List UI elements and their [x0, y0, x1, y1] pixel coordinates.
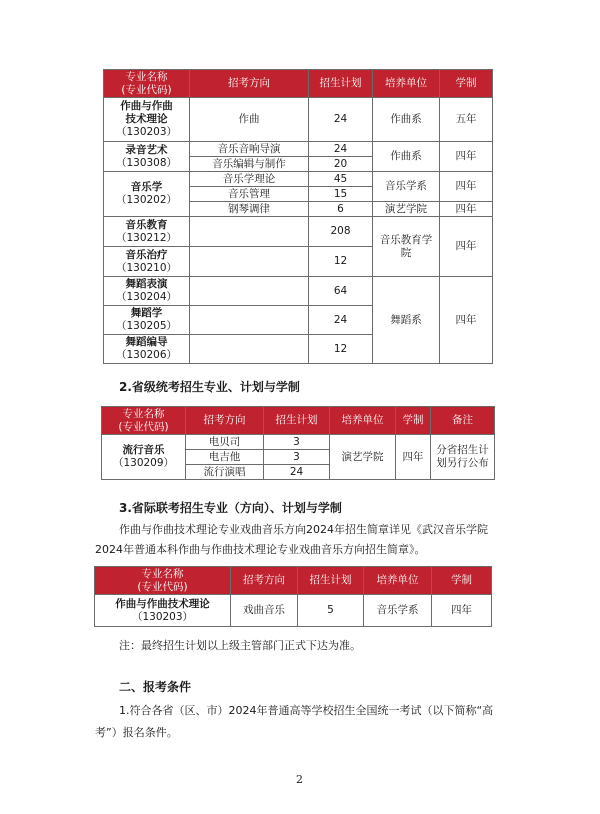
major-name: 舞蹈表演 [125, 278, 168, 290]
years-cell: 四年 [440, 217, 493, 277]
direction-cell: 音乐学理论 [190, 172, 309, 187]
note-cell: 分省招生计 划另行公布 [431, 435, 495, 480]
header-unit: 培养单位 [364, 567, 432, 595]
major-code: （130202） [115, 194, 178, 206]
unit-cell: 演艺学院 [330, 435, 396, 480]
plan-cell: 45 [309, 172, 373, 187]
plan-cell: 64 [309, 277, 373, 306]
table-row [102, 435, 495, 450]
section-3-title: 3.省际联考招生专业（方向）、计划与学制 [119, 501, 342, 515]
years-cell: 四年 [440, 277, 493, 364]
table-row [104, 217, 493, 247]
plan-cell: 24 [264, 465, 330, 480]
plan-cell: 24 [309, 142, 373, 157]
header-major: 专业名称 (专业代码) [102, 407, 186, 435]
unit-cell: 舞蹈系 [373, 277, 440, 364]
direction-cell [190, 247, 309, 277]
plan-cell: 12 [309, 335, 373, 364]
table-undergrad-majors [103, 69, 493, 364]
table-header-row [104, 70, 493, 98]
years-cell: 四年 [432, 595, 492, 627]
table-row [104, 98, 493, 142]
major-cell [102, 435, 186, 480]
plan-cell: 5 [298, 595, 364, 627]
plan-cell: 20 [309, 157, 373, 172]
section-2-title: 2.省级统考招生专业、计划与学制 [119, 380, 300, 394]
header-plan: 招生计划 [298, 567, 364, 595]
major-code: （130206） [115, 349, 178, 361]
plan-cell: 6 [309, 202, 373, 217]
direction-cell: 音乐管理 [190, 187, 309, 202]
major-name: 舞蹈编导 [125, 336, 168, 348]
header-unit: 培养单位 [373, 70, 440, 98]
section-heading-conditions: 二、报考条件 [119, 680, 192, 694]
direction-cell: 音乐编辑与制作 [190, 157, 309, 172]
direction-cell [190, 217, 309, 247]
note-paragraph: 注：最终招生计划以上级主管部门正式下达为准。 [119, 639, 361, 652]
major-name: 流行音乐 [122, 444, 165, 456]
header-major: 专业名称 (专业代码) [95, 567, 231, 595]
direction-cell: 作曲 [190, 98, 309, 142]
header-unit: 培养单位 [330, 407, 396, 435]
major-code: （130308） [115, 156, 178, 169]
major-cell [104, 277, 190, 306]
major-code: （130203） [131, 610, 194, 623]
header-years: 学制 [432, 567, 492, 595]
major-cell [104, 172, 190, 217]
plan-cell: 12 [309, 247, 373, 277]
header-years: 学制 [396, 407, 431, 435]
direction-cell [190, 335, 309, 364]
major-name: 舞蹈学 [130, 307, 163, 319]
major-code: （130210） [115, 261, 178, 274]
major-name: 音乐学 [130, 181, 163, 193]
unit-cell: 作曲系 [373, 142, 440, 172]
unit-cell: 音乐学系 [364, 595, 432, 627]
major-cell [104, 247, 190, 277]
condition-paragraph: 1.符合各省（区、市）2024年普通高等学校招生全国统一考试（以下简称“高考”）报名条件。 [95, 704, 494, 739]
major-code: （130203） [115, 126, 178, 138]
major-name: 作曲与作曲 技术理论 [120, 100, 173, 125]
plan-cell: 208 [309, 217, 373, 247]
major-name: 音乐教育 [125, 218, 168, 231]
header-years: 学制 [440, 70, 493, 98]
direction-cell: 电贝司 [186, 435, 264, 450]
major-code: （130204） [115, 291, 178, 303]
major-name: 音乐治疗 [125, 248, 168, 261]
table-header-row [102, 407, 495, 435]
years-cell: 四年 [440, 202, 493, 217]
header-plan: 招生计划 [309, 70, 373, 98]
major-code: （130209） [112, 457, 175, 469]
table-row [104, 142, 493, 157]
unit-cell: 音乐学系 [373, 172, 440, 202]
direction-cell: 钢琴调律 [190, 202, 309, 217]
direction-cell: 电吉他 [186, 450, 264, 465]
direction-cell [190, 306, 309, 335]
direction-cell: 音乐音响导演 [190, 142, 309, 157]
major-cell [104, 142, 190, 172]
page-number: 2 [296, 773, 303, 786]
major-cell [104, 217, 190, 247]
major-cell [95, 595, 231, 627]
years-cell: 四年 [440, 142, 493, 172]
years-cell: 四年 [396, 435, 431, 480]
header-plan: 招生计划 [264, 407, 330, 435]
years-cell: 五年 [440, 98, 493, 142]
header-note: 备注 [431, 407, 495, 435]
header-direction: 招考方向 [186, 407, 264, 435]
major-cell [104, 98, 190, 142]
table-row [95, 595, 492, 627]
table-row [104, 277, 493, 306]
major-code: （130212） [115, 231, 178, 244]
table-header-row [95, 567, 492, 595]
major-name: 作曲与作曲技术理论 [115, 597, 210, 610]
unit-cell: 作曲系 [373, 98, 440, 142]
section-3-paragraph: 作曲与作曲技术理论专业戏曲音乐方向2024年招生简章详见《武汉音乐学院2024年普通本科作曲与作曲技术理论专业戏曲音乐方向招生简章》。 [95, 523, 488, 556]
header-direction: 招考方向 [190, 70, 309, 98]
plan-cell: 15 [309, 187, 373, 202]
major-code: （130205） [115, 320, 178, 332]
table-provincial-exam [101, 406, 495, 480]
direction-cell: 流行演唱 [186, 465, 264, 480]
unit-cell: 音乐教育学 院 [373, 217, 440, 277]
direction-cell [190, 277, 309, 306]
plan-cell: 3 [264, 450, 330, 465]
plan-cell: 3 [264, 435, 330, 450]
header-major: 专业名称 (专业代码) [104, 70, 190, 98]
table-row [104, 172, 493, 187]
major-name: 录音艺术 [125, 143, 168, 156]
major-cell [104, 306, 190, 335]
plan-cell: 24 [309, 306, 373, 335]
years-cell: 四年 [440, 172, 493, 202]
major-cell [104, 335, 190, 364]
direction-cell: 戏曲音乐 [231, 595, 298, 627]
plan-cell: 24 [309, 98, 373, 142]
header-direction: 招考方向 [231, 567, 298, 595]
table-interprovincial-exam [94, 566, 492, 627]
unit-cell: 演艺学院 [373, 202, 440, 217]
